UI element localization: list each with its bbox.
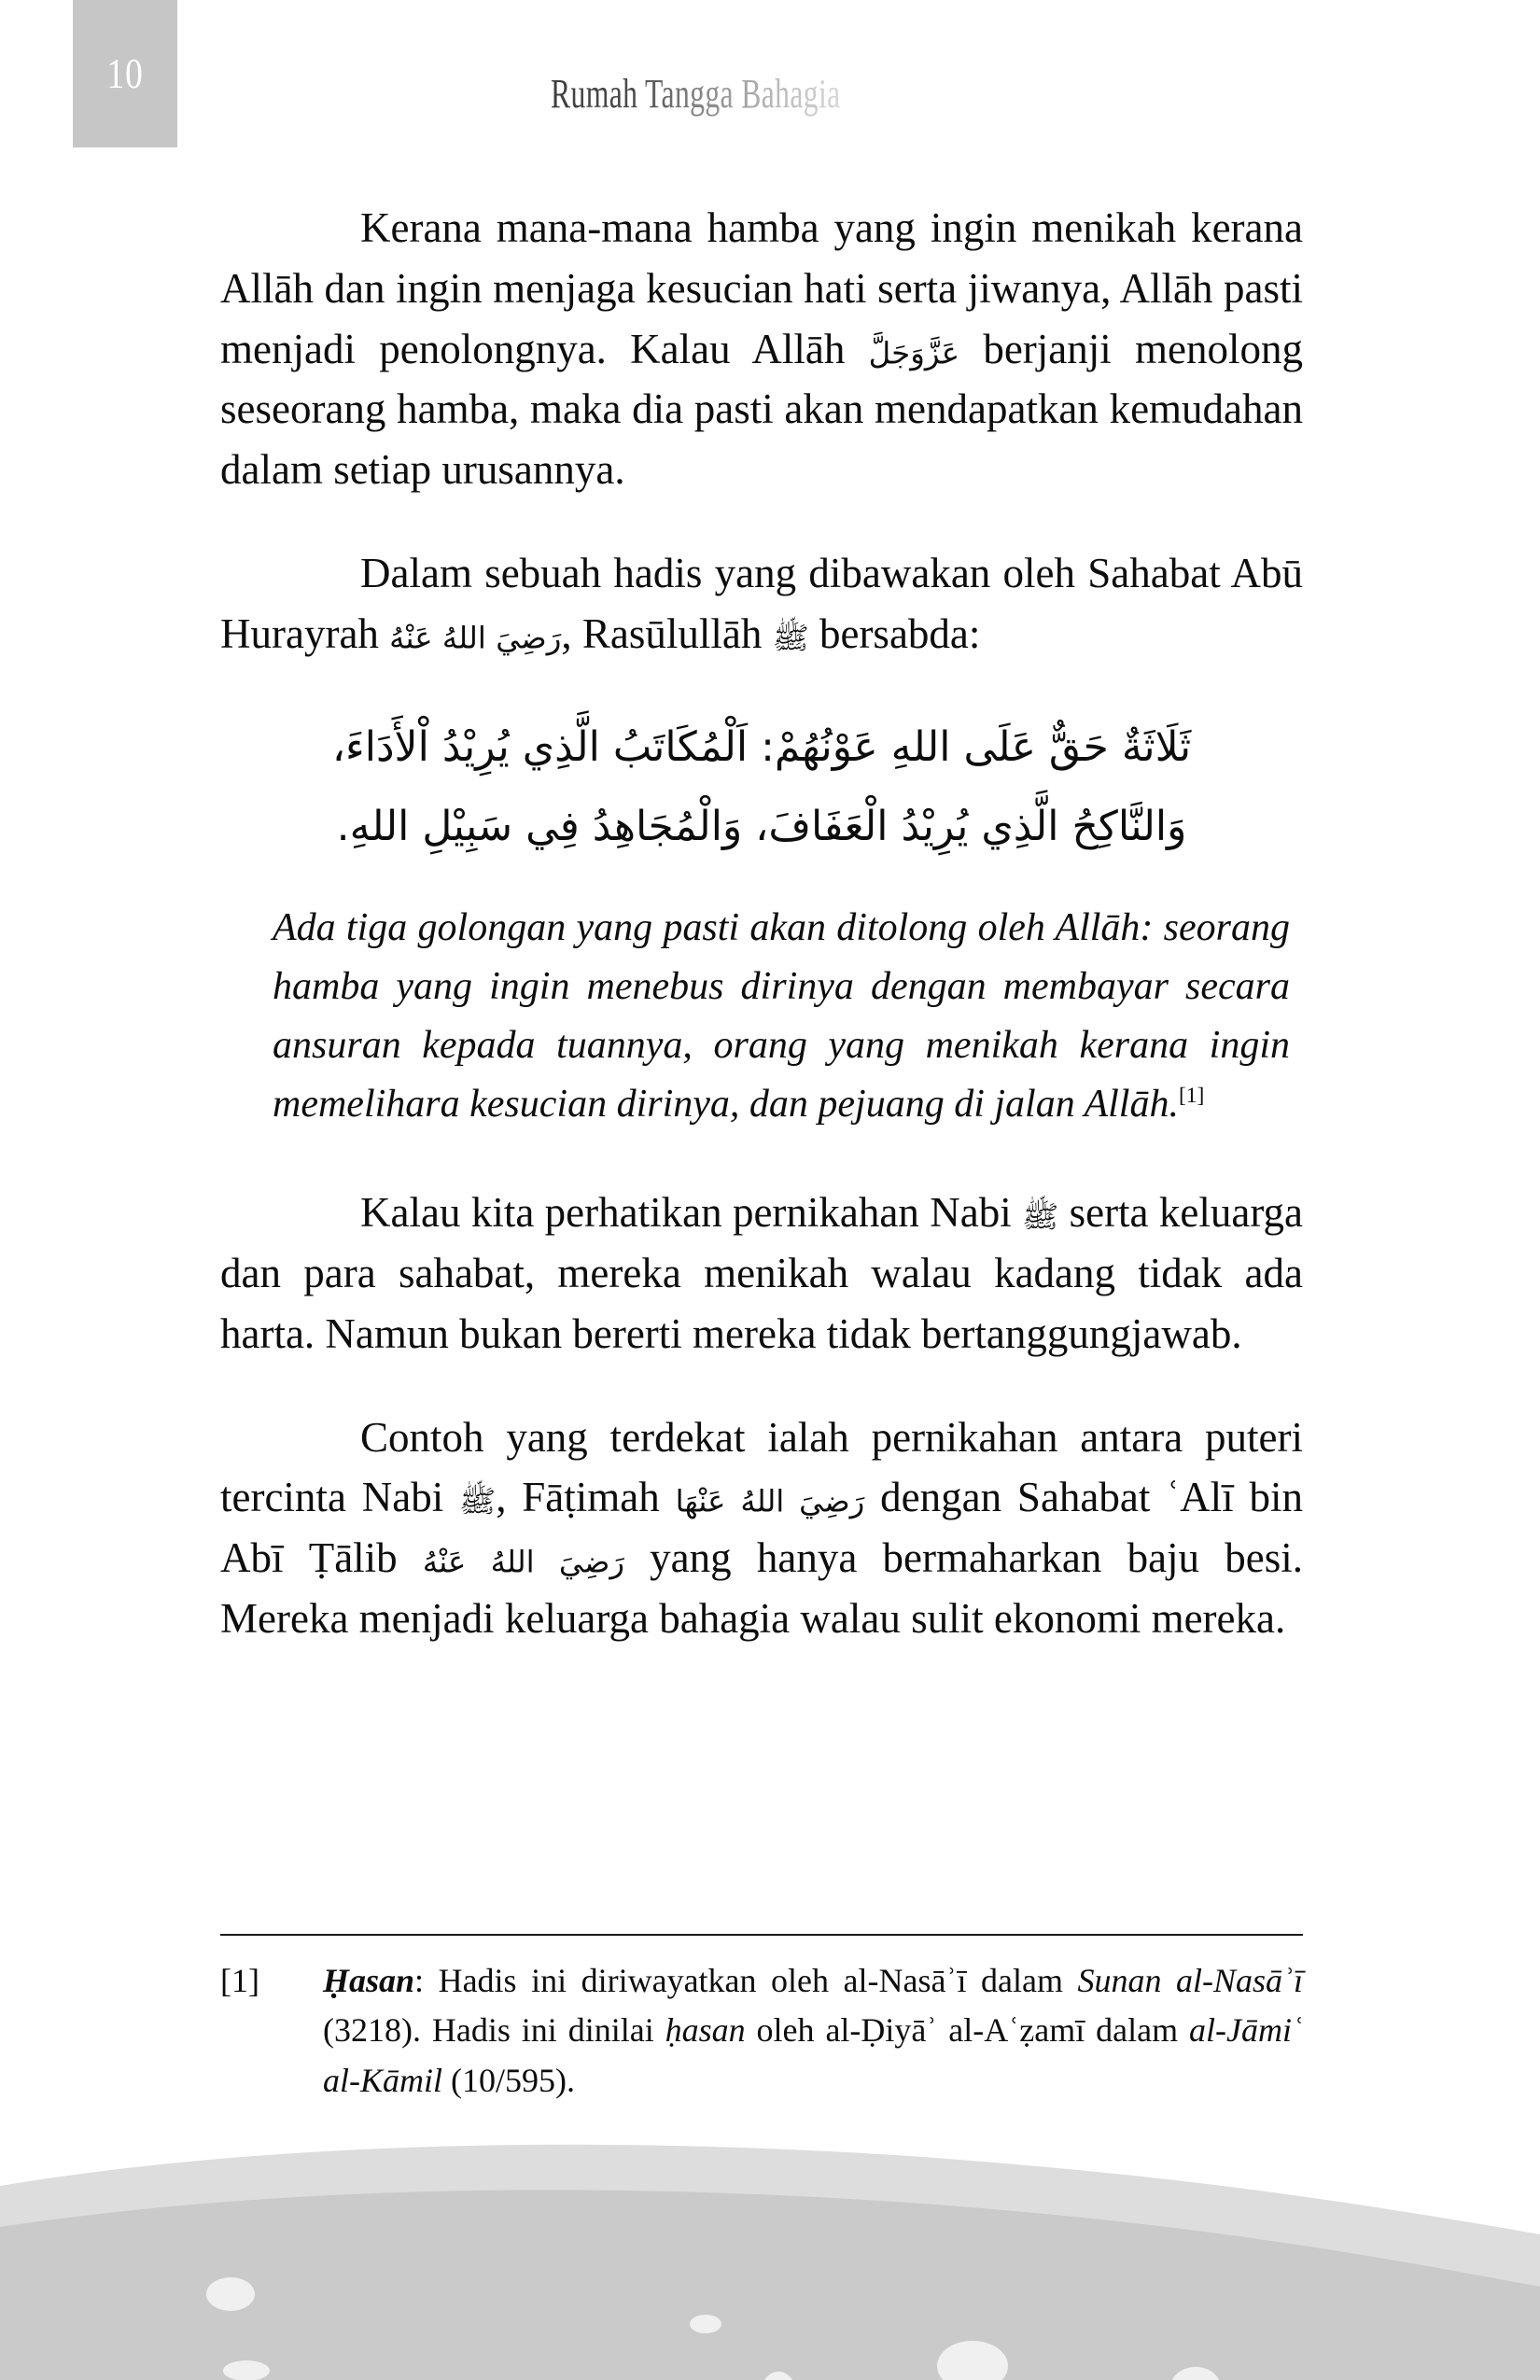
honorific-radiyallahu-anha-icon: رَضِيَ اللهُ عَنْهَا xyxy=(675,1484,865,1519)
footer-dot xyxy=(206,2277,255,2311)
footer-dot xyxy=(1170,2367,1221,2380)
footnote-separator-rule xyxy=(220,1934,1303,1936)
hadith-arabic-line-1: ثَلَاثَةٌ حَقٌّ عَلَى اللهِ عَوْنُهُمْ: اَلْمُكَاتَبُ الَّذِي يُرِيْدُ اْلأَدَاءَ، xyxy=(331,722,1192,771)
footer-wave-graphic xyxy=(0,2137,1540,2380)
paragraph-4-text-b: , Fāṭimah xyxy=(496,1474,676,1521)
footer-band-light xyxy=(0,2145,1540,2380)
hadith-translation-text: Ada tiga golongan yang pasti akan ditolong oleh Allāh: seorang hamba yang ingin menebus dirinya dengan membayar secara ansuran kepada tuannya, orang yang menikah kerana ingin memelihara kesucian dirinya, dan pejuang di jalan Allāh. xyxy=(273,906,1290,1127)
hadith-arabic-line-2: وَالنَّاكِحُ الَّذِي يُرِيْدُ الْعَفَافَ، وَالْمُجَاهِدُ فِي سَبِيْلِ اللهِ. xyxy=(336,803,1187,851)
footer-dot xyxy=(937,2341,1008,2380)
footer-dot xyxy=(690,2315,721,2333)
paragraph-2 xyxy=(220,543,1303,665)
footnote-text-a: : Hadis ini diriwayatkan oleh al-Nasāʾī dalam xyxy=(414,1962,1078,1999)
paragraph-3 xyxy=(220,1183,1303,1364)
paragraph-3-text-b: serta keluarga dan para sahabat, mereka menikah walau kadang tidak ada harta. Namun bukan bererti mereka tidak bertanggungjawab. xyxy=(220,1189,1304,1357)
honorific-sallallahu-alayhi-wasallam-icon: ﷺ xyxy=(772,620,809,656)
paragraph-4 xyxy=(220,1407,1303,1649)
honorific-sallallahu-alayhi-wasallam-icon: ﷺ xyxy=(459,1484,497,1519)
paragraph-1 xyxy=(220,198,1303,500)
page-header xyxy=(0,0,1540,149)
footnote-text-b: (3218). Hadis ini dinilai xyxy=(323,2011,665,2050)
paragraph-1-text-a: Kerana mana-mana hamba yang ingin menikah kerana Allāh dan ingin menjaga kesucian hati serta jiwanya, Allāh pasti menjadi penolongnya. Kalau Allāh xyxy=(220,204,1303,372)
paragraph-2-text-a: Dalam sebuah hadis yang dibawakan oleh Sahabat Abū Hurayrah xyxy=(220,549,1303,657)
footer-dot xyxy=(760,2372,797,2380)
footnote-source-title-2: al-Jāmiʿ al-Kāmil xyxy=(323,2011,1303,2099)
paragraph-3-text-a: Kalau kita perhatikan pernikahan Nabi xyxy=(360,1189,1023,1237)
footnote-marker: [1] xyxy=(220,1962,259,1999)
page-number: 10 xyxy=(106,49,144,97)
honorific-sallallahu-alayhi-wasallam-icon: ﷺ xyxy=(1022,1198,1059,1235)
footer-decoration xyxy=(0,2137,1540,2380)
paragraph-2-text-c: bersabda: xyxy=(808,609,981,657)
footer-dot xyxy=(223,2360,270,2380)
footnote-source-title-1: Sunan al-Nasāʾī xyxy=(1077,1962,1303,1999)
honorific-radiyallahu-anhu-icon: رَضِيَ اللهُ عَنْهُ xyxy=(422,1544,624,1580)
footnote-section xyxy=(220,1934,1303,2106)
footer-band-dark xyxy=(0,2190,1540,2380)
hadith-arabic-block xyxy=(220,707,1303,868)
paragraph-4-text-d: yang hanya bermaharkan baju besi. Mereka menjadi keluarga bahagia walau sulit ekonomi mereka. xyxy=(220,1534,1304,1642)
footnote-text-c: oleh al-Ḍiyāʾ al-Aʿẓamī dalam xyxy=(745,2011,1190,2050)
hadith-translation xyxy=(220,899,1303,1134)
paragraph-4-text-c: dengan Sahabat ʿAlī bin Abī Ṭālib xyxy=(220,1474,1304,1582)
folio-box xyxy=(73,0,177,147)
page-content xyxy=(220,198,1303,1649)
paragraph-2-text-b: , Rasūlullāh xyxy=(561,609,773,657)
running-title: Rumah Tangga Bahagia xyxy=(551,71,841,117)
footnote-reference-1[interactable]: [1] xyxy=(1178,1084,1205,1109)
paragraph-1-text-b: berjanji menolong seseorang hamba, maka dia pasti akan mendapatkan kemudahan dalam setiap urusannya. xyxy=(220,325,1304,494)
footnote-text-d: (10/595). xyxy=(442,2061,575,2099)
honorific-azza-wa-jall-icon: عَزَّوَجَلَّ xyxy=(868,335,960,371)
footnote-text xyxy=(323,1956,1303,2106)
honorific-radiyallahu-anhu-icon: رَضِيَ اللهُ عَنْهُ xyxy=(389,620,562,656)
footnote-grade-label: Ḥasan xyxy=(323,1962,415,1999)
footnote-entry-1 xyxy=(220,1956,1303,2106)
paragraph-4-text-a: Contoh yang terdekat ialah pernikahan antara puteri tercinta Nabi xyxy=(220,1413,1303,1521)
footnote-grade-inline: ḥasan xyxy=(665,2011,746,2050)
